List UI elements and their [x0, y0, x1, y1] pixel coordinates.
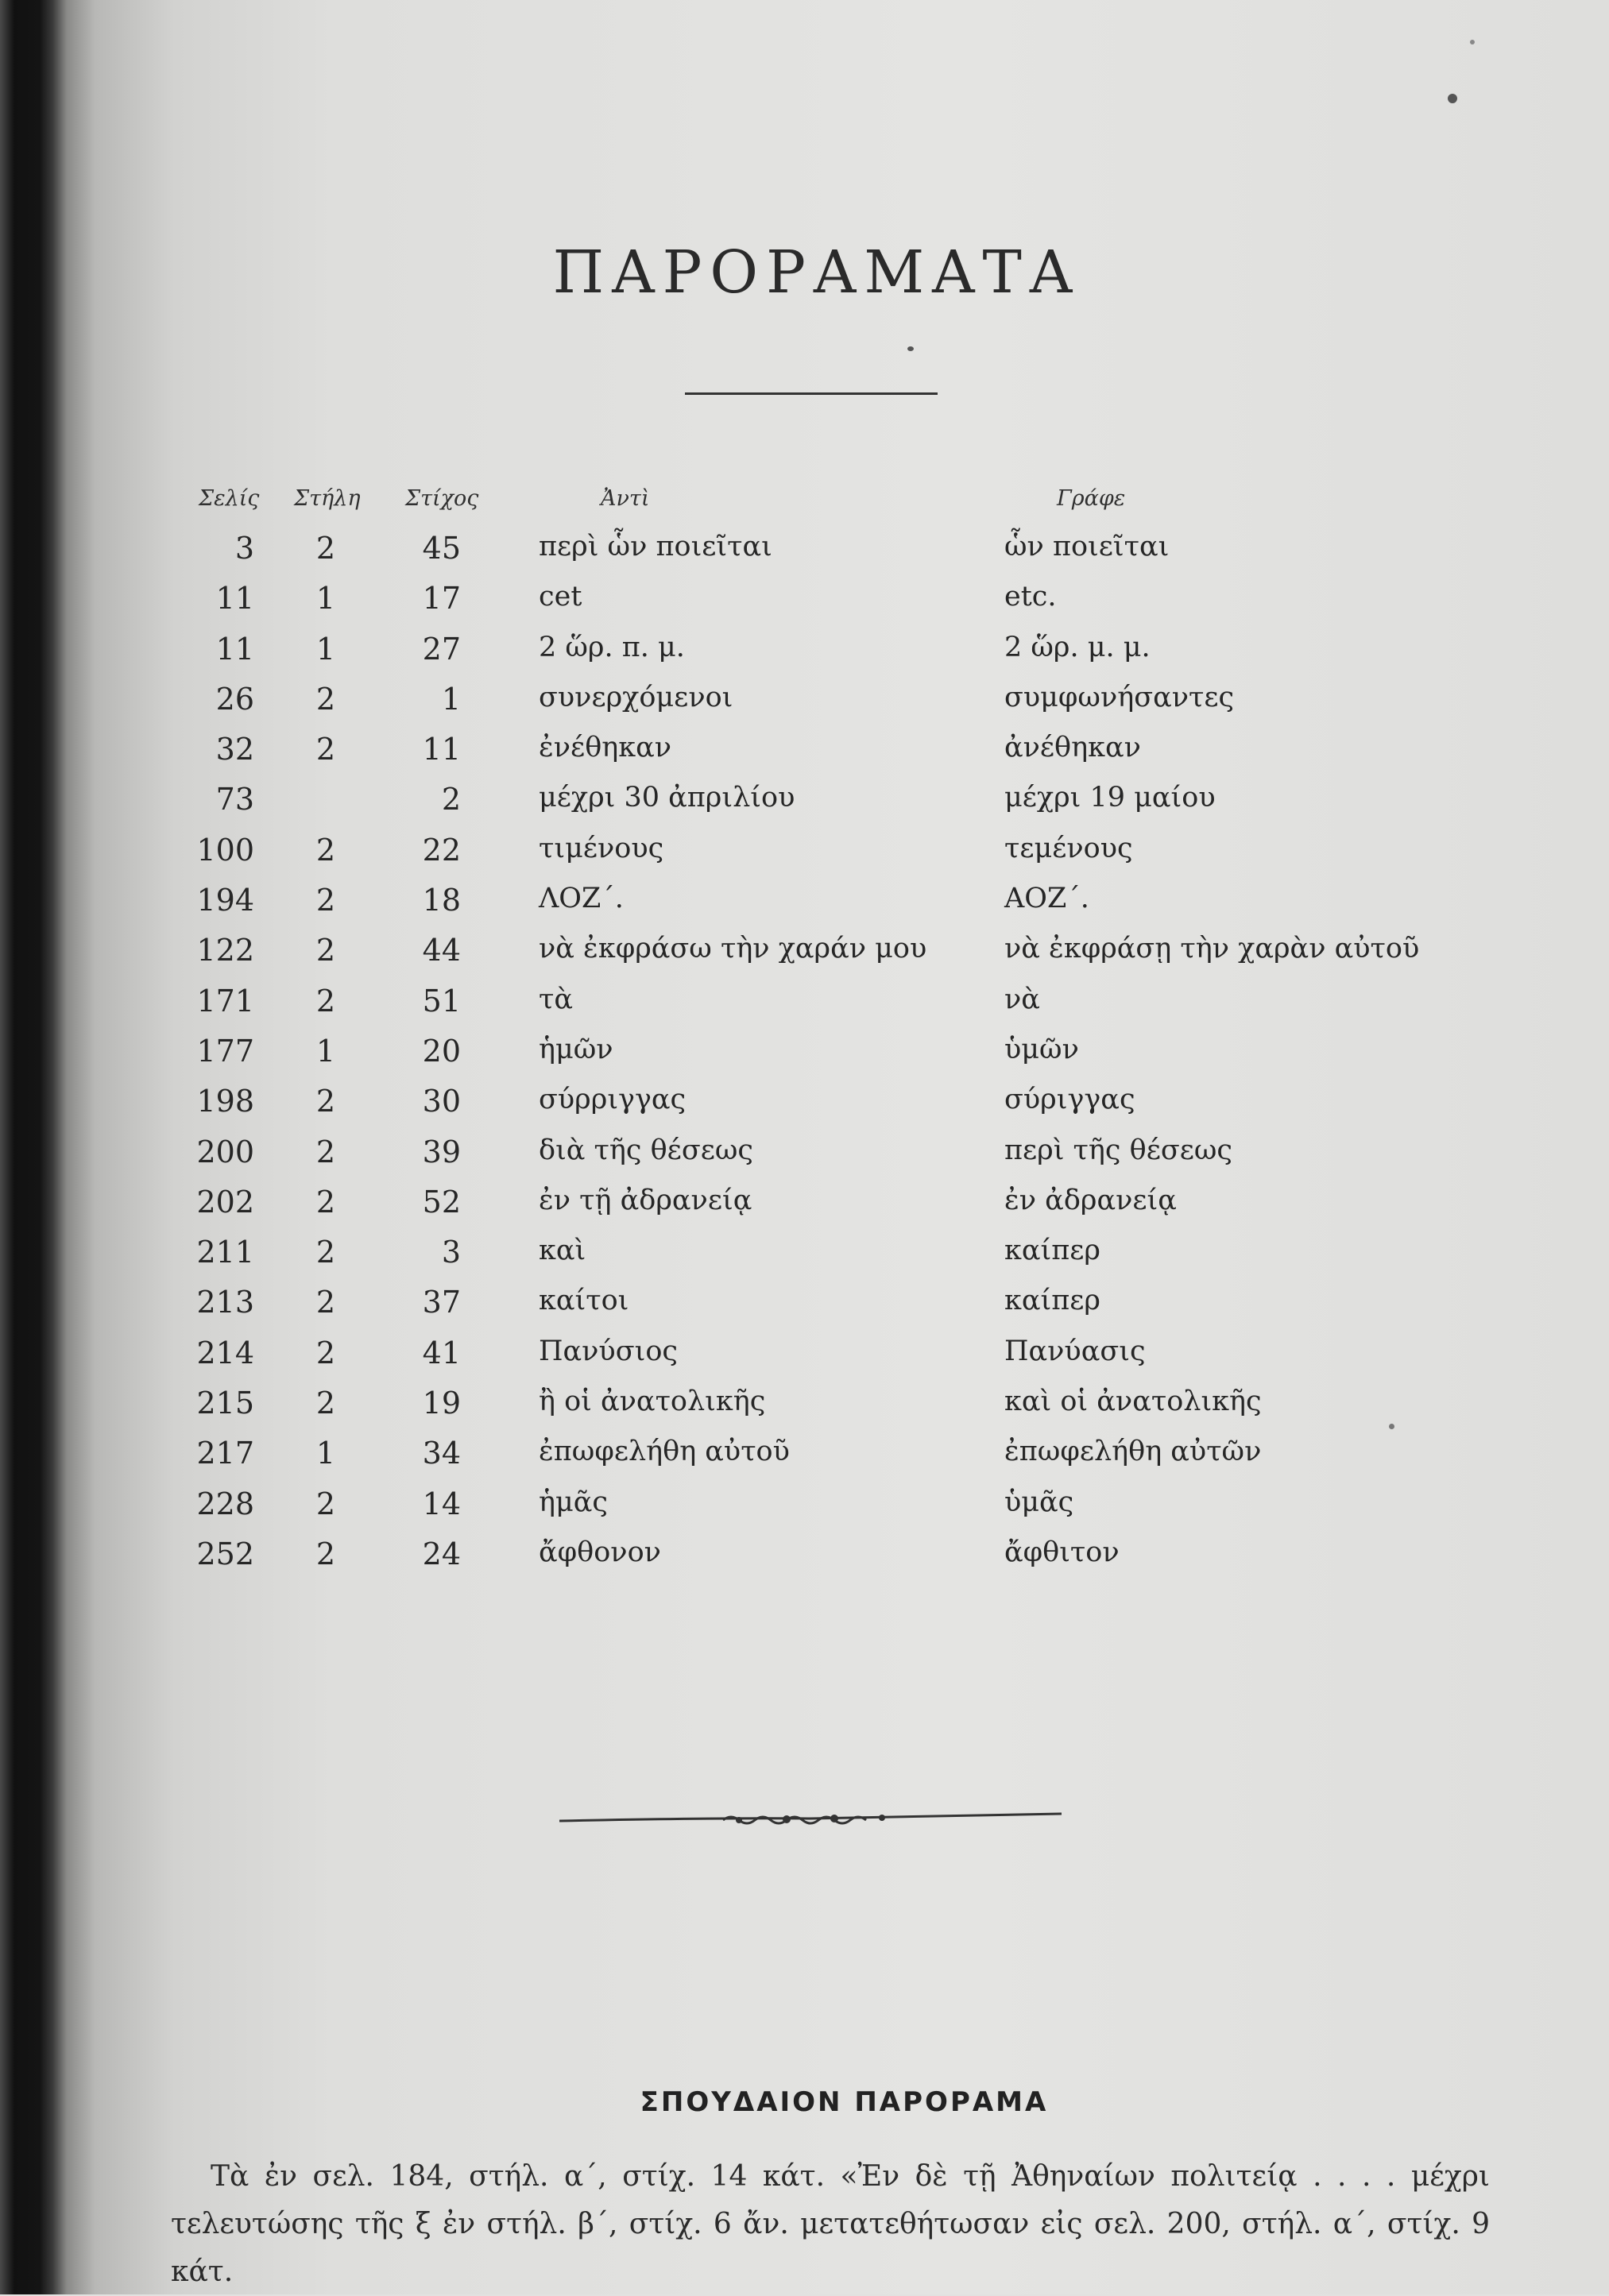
cell-line: 19	[422, 1386, 461, 1421]
cell-write: συμφωνήσαντες	[1004, 681, 1235, 713]
cell-write: ὑμῶν	[1004, 1033, 1079, 1065]
cell-page: 171	[196, 983, 254, 1019]
title-rule	[685, 392, 938, 395]
cell-line: 3	[441, 1235, 461, 1270]
cell-write: ἄφθιτον	[1004, 1536, 1120, 1568]
cell-line: 30	[422, 1084, 461, 1119]
cell-write: ἐν ἀδρανείᾳ	[1004, 1184, 1177, 1216]
header-page: Σελίς	[199, 486, 260, 511]
cell-column: 2	[315, 1285, 336, 1320]
cell-line: 2	[441, 782, 461, 818]
table-row	[0, 632, 1609, 682]
cell-page: 211	[196, 1235, 254, 1270]
cell-page: 11	[215, 581, 254, 617]
table-row	[0, 984, 1609, 1034]
cell-page: 26	[215, 681, 254, 717]
table-row	[0, 682, 1609, 732]
cell-instead: Πανύσιος	[539, 1335, 678, 1367]
cell-line: 27	[422, 631, 461, 667]
cell-instead: 2 ὥρ. π. μ.	[539, 631, 685, 663]
cell-page: 177	[196, 1033, 254, 1069]
cell-write: καίπερ	[1004, 1235, 1100, 1267]
errata-table	[0, 531, 1609, 1587]
cell-column: 1	[315, 631, 336, 667]
cell-line: 14	[422, 1486, 461, 1521]
cell-line: 41	[422, 1335, 461, 1370]
paper-speck	[907, 346, 914, 351]
cell-column: 1	[315, 581, 336, 617]
cell-instead: καὶ	[539, 1235, 586, 1267]
cell-line: 39	[422, 1134, 461, 1169]
paper-speck	[1448, 94, 1457, 103]
cell-column: 2	[315, 531, 336, 566]
cell-instead: νὰ ἐκφράσω τὴν χαράν μου	[539, 933, 927, 965]
table-row	[0, 1034, 1609, 1084]
cell-instead: συνερχόμενοι	[539, 681, 733, 713]
cell-column: 2	[315, 1235, 336, 1270]
cell-page: 122	[196, 933, 254, 968]
cell-instead: διὰ τῆς θέσεως	[539, 1134, 753, 1166]
section-title: ΣΠΟΥΔΑΙΟΝ ΠΑΡΟΡΑΜΑ	[640, 2086, 1049, 2118]
cell-column: 2	[315, 1084, 336, 1119]
table-row	[0, 1486, 1609, 1536]
table-row	[0, 531, 1609, 581]
cell-instead: ἢ οἱ ἀνατολικῆς	[539, 1386, 766, 1418]
cell-instead: ἐν τῇ ἀδρανείᾳ	[539, 1184, 752, 1216]
cell-column: 2	[315, 1486, 336, 1521]
table-row	[0, 933, 1609, 983]
cell-instead: ἐνέθηκαν	[539, 732, 672, 764]
cell-page: 252	[196, 1536, 254, 1571]
cell-write: ὑμᾶς	[1004, 1486, 1074, 1518]
table-row	[0, 732, 1609, 782]
cell-column: 2	[315, 983, 336, 1019]
cell-line: 18	[422, 883, 461, 918]
cell-write: μέχρι 19 μαίου	[1004, 782, 1216, 814]
cell-column: 2	[315, 832, 336, 868]
cell-write: 2 ὥρ. μ. μ.	[1004, 631, 1151, 663]
cell-line: 37	[422, 1285, 461, 1320]
cell-page: 217	[196, 1436, 254, 1471]
cell-line: 34	[422, 1436, 461, 1471]
cell-page: 213	[196, 1285, 254, 1320]
cell-write: ἐπωφελήθη αὐτῶν	[1004, 1436, 1262, 1468]
cell-line: 17	[422, 581, 461, 617]
cell-line: 44	[422, 933, 461, 968]
cell-instead: περὶ ὧν ποιεῖται	[539, 531, 772, 562]
cell-column: 2	[315, 933, 336, 968]
table-row	[0, 1134, 1609, 1185]
cell-line: 1	[441, 681, 461, 717]
cell-page: 202	[196, 1184, 254, 1220]
cell-column: 2	[315, 681, 336, 717]
cell-column: 1	[315, 1436, 336, 1471]
cell-write: καίπερ	[1004, 1285, 1100, 1317]
cell-column: 2	[315, 1134, 336, 1169]
table-row	[0, 1084, 1609, 1134]
page-title: ΠΑΡΟΡΑΜΑΤΑ	[552, 238, 1081, 307]
table-row	[0, 883, 1609, 933]
table-row	[0, 1335, 1609, 1386]
cell-column: 2	[315, 1335, 336, 1370]
cell-write: τεμένους	[1004, 832, 1133, 864]
cell-instead: ἄφθονον	[539, 1536, 661, 1568]
cell-line: 11	[422, 732, 461, 767]
cell-write: περὶ τῆς θέσεως	[1004, 1134, 1232, 1166]
cell-line: 51	[422, 983, 461, 1019]
table-row	[0, 1536, 1609, 1587]
header-write: Γράφε	[1057, 486, 1126, 511]
cell-line: 52	[422, 1184, 461, 1220]
cell-line: 20	[422, 1033, 461, 1069]
cell-write: ὧν ποιεῖται	[1004, 531, 1170, 562]
table-row	[0, 1285, 1609, 1335]
cell-column: 2	[315, 732, 336, 767]
cell-instead: ἡμᾶς	[539, 1486, 608, 1518]
table-row	[0, 581, 1609, 631]
cell-page: 32	[215, 732, 254, 767]
header-instead: Ἀντὶ	[601, 486, 650, 511]
table-row	[0, 1235, 1609, 1285]
cell-write: ἀνέθηκαν	[1004, 732, 1141, 764]
cell-instead: μέχρι 30 ἀπριλίου	[539, 782, 795, 814]
cell-page: 215	[196, 1386, 254, 1421]
cell-write: νὰ	[1004, 983, 1040, 1015]
cell-instead: ΛΟΖ΄.	[539, 883, 624, 915]
cell-line: 22	[422, 832, 461, 868]
cell-write: etc.	[1004, 581, 1057, 613]
table-row	[0, 782, 1609, 832]
cell-instead: cet	[539, 581, 582, 613]
paper-speck	[1470, 40, 1475, 44]
cell-column: 2	[315, 1184, 336, 1220]
errata-table-header	[0, 486, 1609, 518]
cell-column: 2	[315, 883, 336, 918]
cell-page: 214	[196, 1335, 254, 1370]
ornamental-divider	[556, 1803, 1065, 1835]
cell-page: 3	[234, 531, 254, 566]
table-row	[0, 1185, 1609, 1235]
cell-page: 11	[215, 631, 254, 667]
paper-speck	[1389, 1424, 1394, 1429]
cell-write: καὶ οἱ ἀνατολικῆς	[1004, 1386, 1262, 1418]
cell-column: 2	[315, 1536, 336, 1571]
cell-line: 24	[422, 1536, 461, 1571]
cell-column: 2	[315, 1386, 336, 1421]
cell-page: 198	[196, 1084, 254, 1119]
cell-column: 1	[315, 1033, 336, 1069]
cell-instead: τιμένους	[539, 832, 664, 864]
cell-page: 73	[215, 782, 254, 818]
cell-page: 228	[196, 1486, 254, 1521]
cell-instead: ἐπωφελήθη αὐτοῦ	[539, 1436, 790, 1468]
cell-line: 45	[422, 531, 461, 566]
header-column: Στήλη	[294, 486, 361, 511]
cell-write: ΑΟΖ΄.	[1004, 883, 1089, 915]
cell-page: 200	[196, 1134, 254, 1169]
table-row	[0, 1436, 1609, 1486]
cell-write: νὰ ἐκφράσῃ τὴν χαρὰν αὐτοῦ	[1004, 933, 1420, 965]
cell-instead: καίτοι	[539, 1285, 629, 1317]
cell-page: 100	[196, 832, 254, 868]
table-row	[0, 833, 1609, 883]
note-paragraph: Τὰ ἐν σελ. 184, στήλ. α΄, στίχ. 14 κάτ. «Ἐν δὲ τῇ Ἀθηναίων πολιτείᾳ . . . . μέχρι τελευτώσης τῆς ξ ἐν στήλ. β΄, στίχ. 6 ἄν. μετατεθήτωσαν εἰς σελ. 200, στήλ. α΄, στίχ. 9 κάτ.	[171, 2160, 1490, 2288]
cell-write: Πανύασις	[1004, 1335, 1146, 1367]
table-row	[0, 1386, 1609, 1436]
cell-page: 194	[196, 883, 254, 918]
cell-write: σύριγγας	[1004, 1084, 1135, 1116]
header-line: Στίχος	[405, 486, 479, 511]
cell-instead: τὰ	[539, 983, 573, 1015]
cell-instead: ἡμῶν	[539, 1033, 613, 1065]
cell-instead: σύρριγγας	[539, 1084, 687, 1116]
